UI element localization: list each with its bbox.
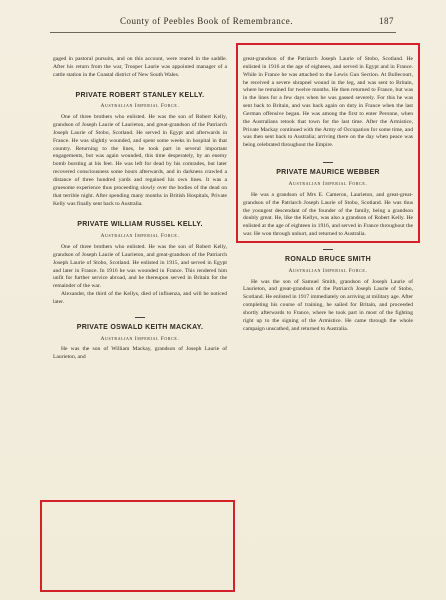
webber-heading: PRIVATE MAURICE WEBBER xyxy=(276,169,380,177)
mackay-body: He was the son of William Mackay, grandson of Joseph Laurie of Laurieton, and xyxy=(53,346,227,361)
kelly-william-heading: PRIVATE WILLIAM RUSSEL KELLY. xyxy=(77,221,203,229)
running-head xyxy=(0,16,446,28)
section-divider xyxy=(135,317,145,318)
book-title: County of Peebles Book of Remembrance. xyxy=(120,16,293,26)
kelly-robert-body: One of three brothers who enlisted. He was the son of Robert Kelly, grandson of Joseph Laurie of Laurieton, and great-grandson of the Patriarch Joseph Laurie of Stobo, Scotland. He served in Egypt and afterwards in France. He was slightly wounded, and spent some weeks in hospital in that country. Returning to the lines, he took part in several important engagements, but was again wounded, this time desperately, by an enemy bomb bursting at his feet. He was left for dead by his comrades, but later recovered consciousness some hours afterwards, and in darkness crawled a distance of three hundred yards and regained his own lines. It was a gruesome experience thus proceeding slowly over the bodies of the dead on that terrible night. After spending many months in British Hospitals, Private Kelly was finally sent back to Australia. xyxy=(53,114,227,207)
header-rule xyxy=(50,32,396,33)
smith-force: Australian Imperial Force. xyxy=(288,267,368,274)
kelly-william-body: One of three brothers who enlisted. He was the son of Robert Kelly, grandson of Joseph Laurie of Laurieton, and great-grandson of the Patriarch Joseph Laurie of Stobo, Scotland. He enlisted in 1915, and served in Egypt and later in France. In 1916 he was wounded in France. This rendered him unfit for further service abroad, and he thereupon served in Britain for the remainder of the war. xyxy=(53,244,227,290)
mackay-continued: great-grandson of the Patriarch Joseph Laurie of Stobo, Scotland. He enlisted in 1916 at the age of eighteen, and served in Egypt and in France. While in France he was attached to the Lewis Gun Section. At Bullecourt, he received a severe shrapnel wound in the leg, and was sent to Britain, where he remained for twelve months. He then returned to France, but was in the lines for a few days when he was gassed severely. For this he was sent back to Britain, and was back again on duty in France when the last German offensive began. He was among the first to enter Peronne, when the Australians retook that town for the last time. After the Armistice, Private Mackay continued with the Army of Occupation for some time, and was then sent back to Australia; arriving there on the day when peace was being celebrated throughout the Empire. xyxy=(243,56,413,149)
kelly-robert-force: Australian Imperial Force. xyxy=(100,103,180,110)
left-column xyxy=(53,56,227,362)
webber-force: Australian Imperial Force. xyxy=(288,180,368,187)
intro-paragraph: gaged in pastoral pursuits, and on this account, were reared in the saddle. After his return from the war, Trooper Laurie was appointed manager of a cattle station in the Coastal district of New South Wales. xyxy=(53,56,227,78)
page-number: 187 xyxy=(379,16,394,26)
kelly-william-note: Alexander, the third of the Kellys, died of influenza, and will be noticed later. xyxy=(53,291,227,305)
webber-body: He was a grandson of Mrs E. Cameron, Laurieton, and great-great-grandson of the Patriarch Joseph Laurie of Stobo, Scotland. He was thus the youngest descendant of the founder of the family, being a grandson doubly great. He, like the Kellys, was also a grandson of Robert Kelly. He enlisted at the age of eighteen in 1916, and served in France throughout the war. He won through unhurt, and returned to Australia. xyxy=(243,191,413,238)
mackay-force: Australian Imperial Force. xyxy=(100,335,180,342)
smith-body: He was the son of Samuel Smith, grandson of Joseph Laurie of Laurieton, and great-grandson of the Patriarch Joseph Laurie of Stobo, Scotland. He enlisted in 1917 immediately on arriving at military age. After completing his course of training, he sailed for Britain, and proceeded shortly afterwards to France, where he took part in most of the fighting right up to the signing of the Armistice. He came through the whole campaign unscathed, and returned to Australia. xyxy=(243,278,413,332)
smith-heading: RONALD BRUCE SMITH xyxy=(285,255,371,263)
section-divider xyxy=(323,249,333,250)
highlight-box-mackay-continued xyxy=(236,43,420,243)
kelly-william-force: Australian Imperial Force. xyxy=(100,233,180,240)
mackay-heading: PRIVATE OSWALD KEITH MACKAY. xyxy=(76,323,204,331)
highlight-box-mackay xyxy=(40,500,235,592)
kelly-robert-heading: PRIVATE ROBERT STANLEY KELLY. xyxy=(75,91,205,99)
